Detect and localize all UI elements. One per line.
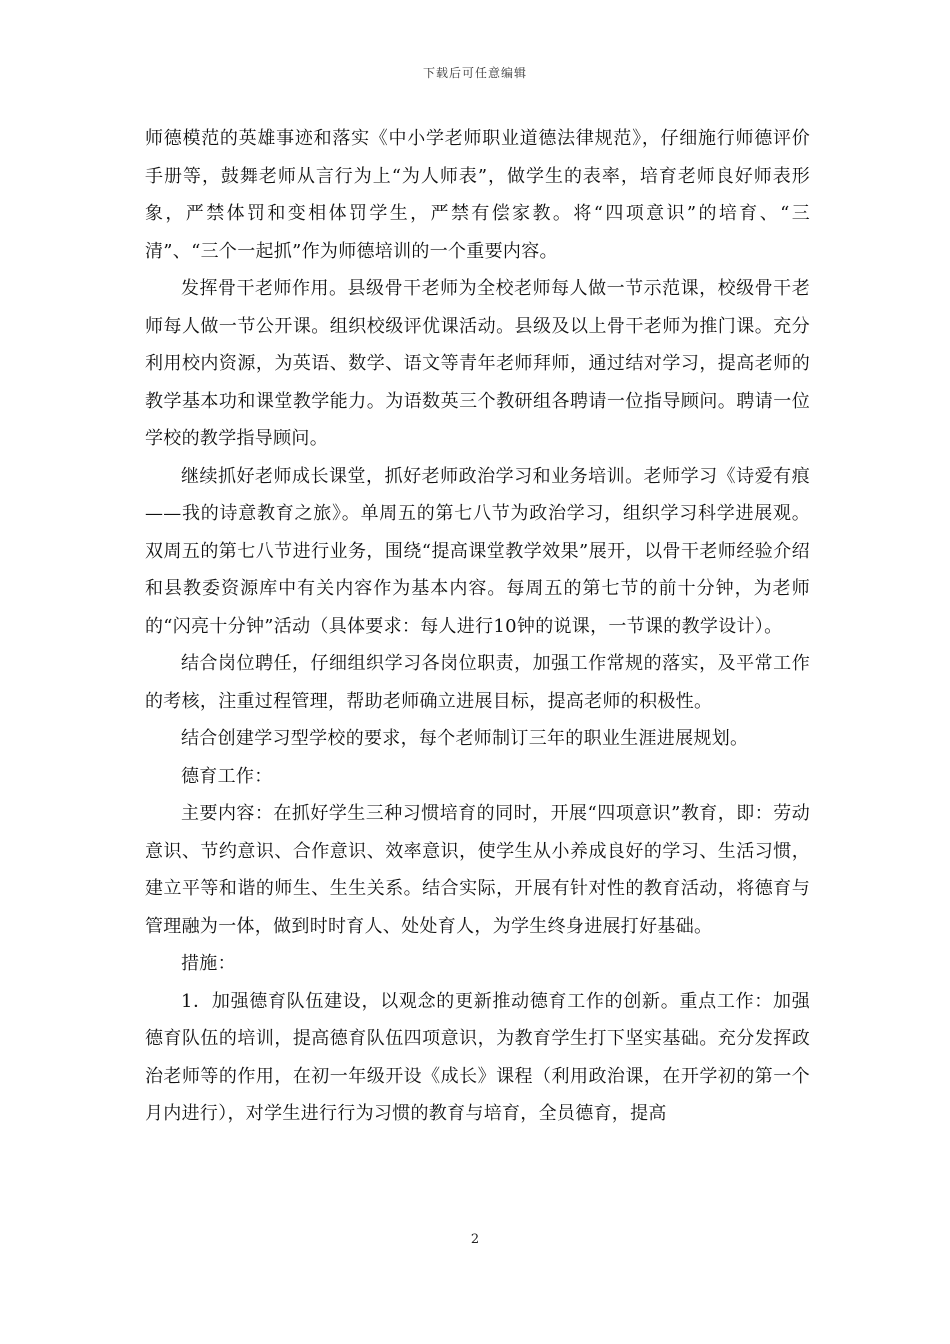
paragraph-main-content: 主要内容：在抓好学生三种习惯培育的同时，开展“四项意识”教育，即：劳动意识、节约意识、合作意识、效率意识，使学生从小养成良好的学习、生活习惯，建立平等和谐的师生、生生关系。结合实际，开展有针对性的教育活动，将德育与管理融为一体，做到时时育人、处处育人，为学生终身进展打好基础。: [145, 803, 810, 937]
paragraph-career-plan: 结合创建学习型学校的要求，每个老师制订三年的职业生涯进展规划。: [181, 728, 749, 749]
heading-measures: 措施：: [181, 953, 236, 974]
paragraph-backbone-teachers: 发挥骨干老师作用。县级骨干老师为全校老师每人做一节示范课，校级骨干老师每人做一节公开课。组织校级评优课活动。县级及以上骨干老师为推门课。充分利用校内资源，为英语、数学、语文等青年老师拜师，通过结对学习，提高老师的教学基本功和课堂教学能力。为语数英三个教研组各聘请一位指导顾问。聘请一位学校的教学指导顾问。: [145, 278, 810, 449]
page-number: 2: [470, 1232, 480, 1247]
document-body: [145, 120, 810, 1133]
heading-moral-education: 德育工作：: [181, 765, 273, 787]
paragraph-teacher-ethics: 师德模范的英雄事迹和落实《中小学老师职业道德法律规范》，仔细施行师德评价手册等，鼓舞老师从言行为上“为人师表”，做学生的表率，培育老师良好师表形象，严禁体罚和变相体罚学生，严禁有偿家教。将“四项意识”的培育、“三清”、“三个一起抓”作为师德培训的一个重要内容。: [145, 128, 810, 262]
page-header: 下载后可任意编辑: [422, 66, 527, 80]
paragraph-teacher-growth: 继续抓好老师成长课堂，抓好老师政治学习和业务培训。老师学习《诗爱有痕——我的诗意教育之旅》。单周五的第七八节为政治学习，组织学习科学进展观。双周五的第七八节进行业务，围绕“提高课堂教学效果”展开，以骨干老师经验介绍和县教委资源库中有关内容作为基本内容。每周五的第七节的前十分钟，为老师的“闪亮十分钟”活动（具体要求：每人进行10钟的说课，一节课的教学设计）。: [145, 465, 810, 637]
paragraph-post-appointment: 结合岗位聘任，仔细组织学习各岗位职责，加强工作常规的落实，及平常工作的考核，注重过程管理，帮助老师确立进展目标，提高老师的积极性。: [145, 653, 810, 712]
paragraph-measure-1: 1．加强德育队伍建设，以观念的更新推动德育工作的创新。重点工作：加强德育队伍的培训，提高德育队伍四项意识，为教育学生打下坚实基础。充分发挥政治老师等的作用，在初一年级开设《成长》课程（利用政治课，在开学初的第一个月内进行），对学生进行行为习惯的教育与培育，全员德育，提高: [145, 990, 810, 1124]
